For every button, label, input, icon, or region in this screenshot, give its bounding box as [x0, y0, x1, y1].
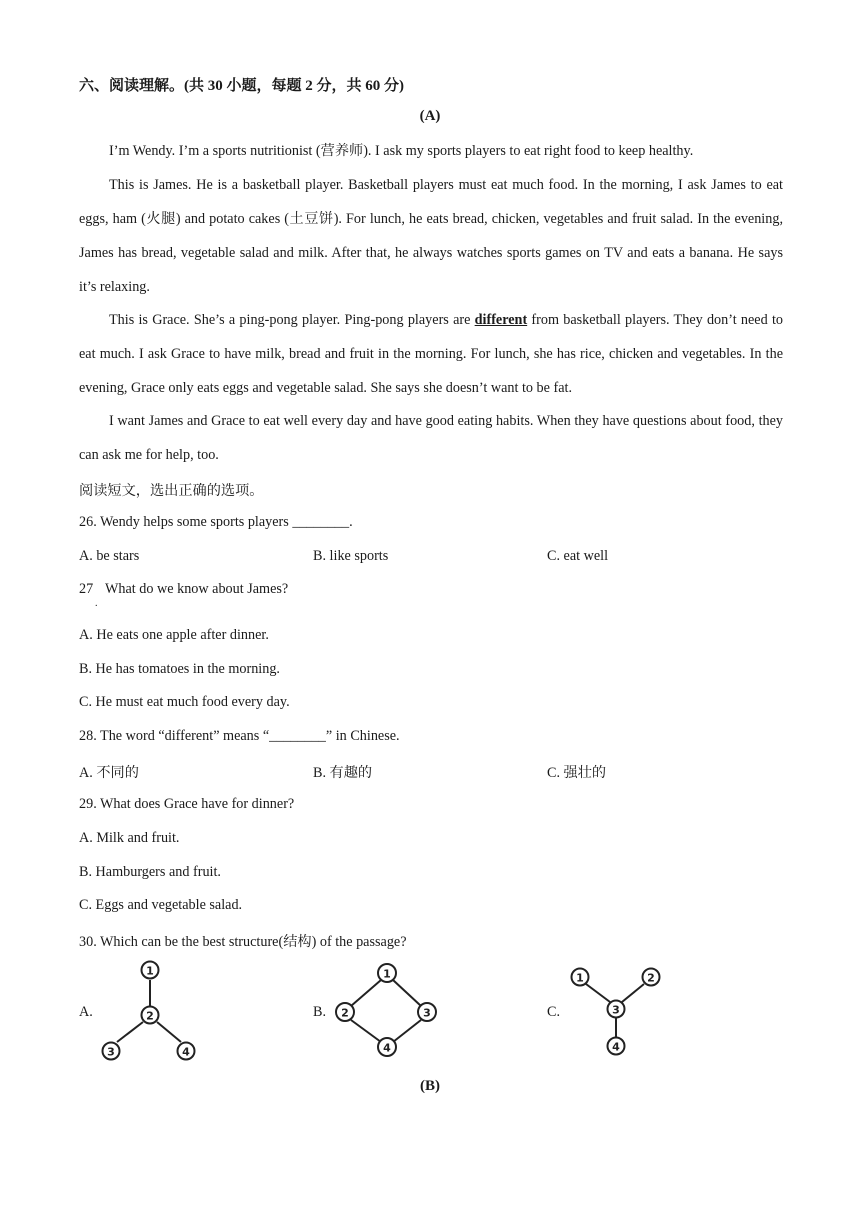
- svg-text:2: 2: [341, 1006, 349, 1020]
- q30-option-b-label[interactable]: B.: [313, 1004, 327, 1020]
- passage-paragraph-2: This is James. He is a basketball player. Basketball players must eat much food. In the morning, I ask James to eat eggs, ham (火腿) and potato cakes (土豆饼). For lunch, he eats bread, chicken, vegetables and fruit salad. In the evening, James has bread, vegetable salad and milk. After that, he always watches sports games on TV and eats a banana. He says it’s relaxing.: [79, 177, 783, 295]
- passage-paragraph-4: I want James and Grace to eat well every day and have good eating habits. When they have questions about food, they can ask me for help, too.: [79, 413, 783, 463]
- node-3: [103, 1043, 120, 1060]
- part-a-label: (A): [419, 108, 441, 124]
- q27-option-b[interactable]: B. He has tomatoes in the morning.: [79, 661, 280, 677]
- node-1: [142, 962, 159, 979]
- node-1: [572, 969, 589, 986]
- passage-paragraph-1: I’m Wendy. I’m a sports nutritionist (营养师). I ask my sports players to eat right food to keep healthy.: [109, 143, 694, 159]
- node-4: [378, 1038, 396, 1056]
- svg-text:3: 3: [423, 1006, 431, 1020]
- q29-option-b[interactable]: B. Hamburgers and fruit.: [79, 864, 221, 880]
- paragraph-3-text-a: This is Grace. She’s a ping-pong player. Ping-pong players are: [109, 312, 475, 328]
- svg-text:1: 1: [146, 964, 154, 978]
- structure-diagram-c[interactable]: [566, 962, 666, 1056]
- q27-option-a[interactable]: A. He eats one apple after dinner.: [79, 627, 269, 643]
- node-2: [643, 969, 660, 986]
- instruction: 阅读短文，选出正确的选项。: [79, 483, 264, 499]
- svg-text:4: 4: [182, 1045, 190, 1059]
- structure-diagram-b[interactable]: [332, 960, 444, 1060]
- paragraph-3-text-b: from basketball players. They don’t need to eat much. I ask Grace to have milk, bread and fruit in the morning. For lunch, she has rice, chicken and vegetables. In the evening, Grace only eats eggs and vegetable salad. She says she doesn’t want to be fat.: [79, 312, 783, 396]
- node-3: [608, 1001, 625, 1018]
- q28-option-b[interactable]: B. 有趣的: [313, 765, 373, 781]
- question-26-stem: 26. Wendy helps some sports players ________.: [79, 514, 353, 530]
- q26-option-b[interactable]: B. like sports: [313, 548, 389, 564]
- svg-text:3: 3: [107, 1045, 115, 1059]
- q30-option-a-label[interactable]: A.: [79, 1004, 93, 1020]
- keyword-different: different: [474, 312, 528, 328]
- svg-text:1: 1: [576, 971, 584, 985]
- q26-option-c[interactable]: C. eat well: [547, 548, 609, 564]
- svg-text:1: 1: [383, 967, 391, 981]
- node-4: [608, 1038, 625, 1055]
- svg-text:2: 2: [647, 971, 655, 985]
- node-2: [336, 1003, 354, 1021]
- svg-text:4: 4: [612, 1040, 620, 1054]
- svg-text:4: 4: [383, 1041, 391, 1055]
- q30-option-c-label[interactable]: C.: [547, 1004, 561, 1020]
- part-b-label: (B): [420, 1078, 440, 1094]
- svg-text:3: 3: [612, 1003, 620, 1017]
- structure-diagram-a[interactable]: [95, 958, 205, 1066]
- q29-option-a[interactable]: A. Milk and fruit.: [79, 830, 180, 846]
- question-29-stem: 29. What does Grace have for dinner?: [79, 796, 295, 812]
- q26-option-a[interactable]: A. be stars: [79, 548, 140, 564]
- node-3: [418, 1003, 436, 1021]
- svg-text:2: 2: [146, 1009, 154, 1023]
- q28-option-c[interactable]: C. 强壮的: [547, 765, 607, 781]
- q29-option-c[interactable]: C. Eggs and vegetable salad.: [79, 897, 243, 913]
- q28-option-a[interactable]: A. 不同的: [79, 765, 139, 781]
- question-27-number: 27: [79, 581, 94, 597]
- q27-option-c[interactable]: C. He must eat much food every day.: [79, 694, 290, 710]
- passage-paragraph-3: [79, 303, 783, 405]
- node-4: [178, 1043, 195, 1060]
- node-1: [378, 964, 396, 982]
- question-27-stem: What do we know about James?: [105, 581, 289, 597]
- question-27-dot: .: [95, 598, 98, 609]
- section-heading: 六、阅读理解。(共 30 小题，每题 2 分，共 60 分): [79, 78, 404, 94]
- question-28-stem: 28. The word “different” means “________” in Chinese.: [79, 728, 400, 744]
- node-2: [142, 1007, 159, 1024]
- question-30-stem: 30. Which can be the best structure(结构) of the passage?: [79, 934, 407, 950]
